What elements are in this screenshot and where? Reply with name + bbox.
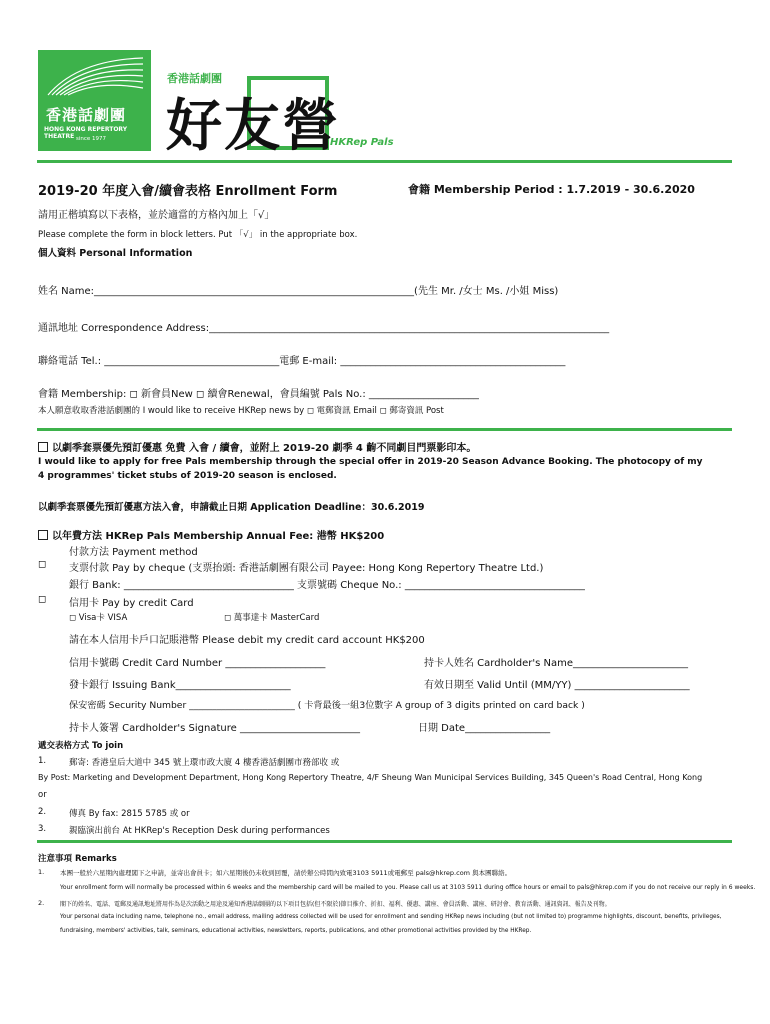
phone-email-field[interactable]: 聯絡電話 Tel.: ___________________________________電郵 E-mail: _____________________________________________ [38, 356, 566, 367]
remark2-en-2: fundraising, members' activities, talk, seminars, educational activities, newsletters, reports, publications, and other promotional activities provided by the HKRep. [60, 928, 532, 934]
submit-item2: 傳真 By fax: 2815 5785 或 or [69, 809, 190, 819]
header-divider [37, 160, 732, 163]
submit-item2-num: 2. [38, 807, 47, 817]
remark2-cn: 閣下的姓名、電話、電郵及通訊地址將用作為是次活動之用途及通知香港話劇團的以下項目包括(但不限於)節目推介、折扣、福利、優惠、講座、會員活動、講座、研討會、教育活動、通訊資訊、報告及刊物。 [60, 901, 611, 908]
hkrep-logo [38, 50, 151, 151]
mastercard-option[interactable]: ◻ 萬事達卡 MasterCard [224, 613, 320, 623]
form-title: 2019-20 年度入會/續會表格 Enrollment Form [38, 184, 338, 199]
remark2-en-1: Your personal data including name, telephone no., email address, mailing address collected will be used for enrollment and sending HKRep news including (but not limited to) programme highlights, discount, benefits, privileges, [60, 914, 722, 920]
payment-method-label: 付款方法 Payment method [69, 547, 198, 558]
logo-wave-graphic [38, 50, 151, 100]
annual-fee-heading: 以年費方法 HKRep Pals Membership Annual Fee: 港幣 HK$200 [52, 531, 385, 542]
submit-item1: 郵寄: 香港皇后大道中 345 號上環市政大廈 4 樓香港話劇團市務部收 或 [69, 758, 340, 768]
instruction-cn: 請用正楷填寫以下表格，並於適當的方格內加上「√」 [38, 210, 275, 221]
offer-heading-en-1: I would like to apply for free Pals membership through the special offer in 2019-20 Season Advance Booking. The photocopy of my [38, 457, 703, 467]
cheque-checkbox[interactable]: ◻ [38, 559, 47, 570]
submit-item1-en: By Post: Marketing and Development Department, Hong Kong Repertory Theatre, 4/F Sheung Wan Municipal Services Building, 345 Queen's Road Central, Hong Kong [38, 773, 703, 782]
remark2-num: 2. [38, 899, 45, 907]
remark1-en: Your enrollment form will normally be processed within 6 weeks and the membership card will be mailed to you. Please call us at 3103 5911 during office hours or email to pals@hkrep.com if you do not receive our reply in 6 weeks. [60, 884, 756, 891]
remark1-cn: 本團一般於六星期內處理閣下之申請，並寄出會員卡；如六星期後仍未收到回覆，請於辦公時間內致電3103 5911或電郵至 pals@hkrep.com 與本團聯絡。 [60, 869, 512, 877]
offer-checkbox[interactable] [38, 442, 48, 452]
annual-fee-checkbox[interactable] [38, 530, 48, 540]
offer-heading-cn: 以劇季套票優先預訂優惠 免費 入會 / 續會，並附上 2019-20 劇季 4 齣不同劇目門票影印本。 [52, 443, 477, 454]
logo-since: since 1977 [76, 136, 107, 142]
logo-org-cn: 香港話劇團 [46, 106, 127, 124]
receive-news-row[interactable]: 本人願意收取香港話劇團的 I would like to receive HKRep news by ◻ 電郵資訊 Email ◻ 郵寄資訊 Post [38, 406, 444, 416]
card-number-field[interactable]: 信用卡號碼 Credit Card Number ____________________ [69, 658, 326, 669]
valid-until-field[interactable]: 有效日期至 Valid Until (MM/YY) _______________________ [424, 680, 690, 691]
brand-pals: HKRep Pals [330, 137, 394, 148]
cheque-option: 支票付款 Pay by cheque (支票抬頭: 香港話劇團有限公司 Payee: Hong Kong Repertory Theatre Ltd.) [69, 563, 544, 574]
name-field[interactable]: 姓名 Name:________________________________________________________________(先生 Mr. /女士 Ms. /小姐 Miss) [38, 286, 559, 297]
submit-item1-num: 1. [38, 756, 47, 766]
section-divider-1 [37, 428, 732, 431]
bank-cheque-field[interactable]: 銀行 Bank: __________________________________ 支票號碼 Cheque No.: ____________________________________ [69, 580, 585, 591]
brand-subtitle: 香港話劇團 [167, 72, 222, 85]
submit-or: or [38, 790, 47, 800]
offer-heading-en-2: 4 programmes' ticket stubs of 2019-20 season is enclosed. [38, 471, 337, 481]
membership-period: 會籍 Membership Period : 1.7.2019 - 30.6.2020 [408, 183, 695, 196]
issuing-bank-field[interactable]: 發卡銀行 Issuing Bank_______________________ [69, 680, 291, 691]
section-personal: 個人資料 Personal Information [38, 248, 193, 259]
membership-type-row[interactable]: 會籍 Membership: ◻ 新會員New ◻ 續會Renewal，會員編號 Pals No.: ______________________ [38, 389, 479, 400]
section-divider-2 [37, 840, 732, 843]
remarks-heading: 注意事項 Remarks [38, 854, 117, 864]
security-number-field[interactable]: 保安密碼 Security Number _______________________ ( 卡背最後一組3位數字 A group of 3 digits printed on card back ) [69, 700, 585, 711]
visa-option[interactable]: ◻ Visa卡 VISA [69, 613, 128, 623]
submit-item3: 親臨演出前台 At HKRep's Reception Desk during performances [69, 826, 330, 836]
submit-heading: 遞交表格方式 To join [38, 741, 124, 751]
remark1-num: 1. [38, 868, 45, 876]
credit-option: 信用卡 Pay by credit Card [69, 598, 194, 609]
logo-org-en: HONG KONG REPERTORY THEATRE [44, 126, 128, 140]
address-field[interactable]: 通訊地址 Correspondence Address:________________________________________________________________________________ [38, 323, 610, 334]
instruction-en: Please complete the form in block letters. Put 「√」 in the appropriate box. [38, 230, 358, 240]
submit-item3-num: 3. [38, 824, 47, 834]
cardholder-name-field[interactable]: 持卡人姓名 Cardholder's Name_______________________ [424, 658, 689, 669]
offer-deadline: 以劇季套票優先預訂優惠方法入會，申請截止日期 Application Deadline：30.6.2019 [38, 502, 425, 513]
credit-checkbox[interactable]: ◻ [38, 594, 47, 605]
debit-statement: 請在本人信用卡戶口記賬港幣 Please debit my credit card account HK$200 [69, 635, 425, 646]
signature-field[interactable]: 持卡人簽署 Cardholder's Signature ________________________ [69, 723, 360, 734]
date-field[interactable]: 日期 Date_________________ [418, 723, 551, 734]
brand-title: 好友營 [166, 93, 340, 159]
